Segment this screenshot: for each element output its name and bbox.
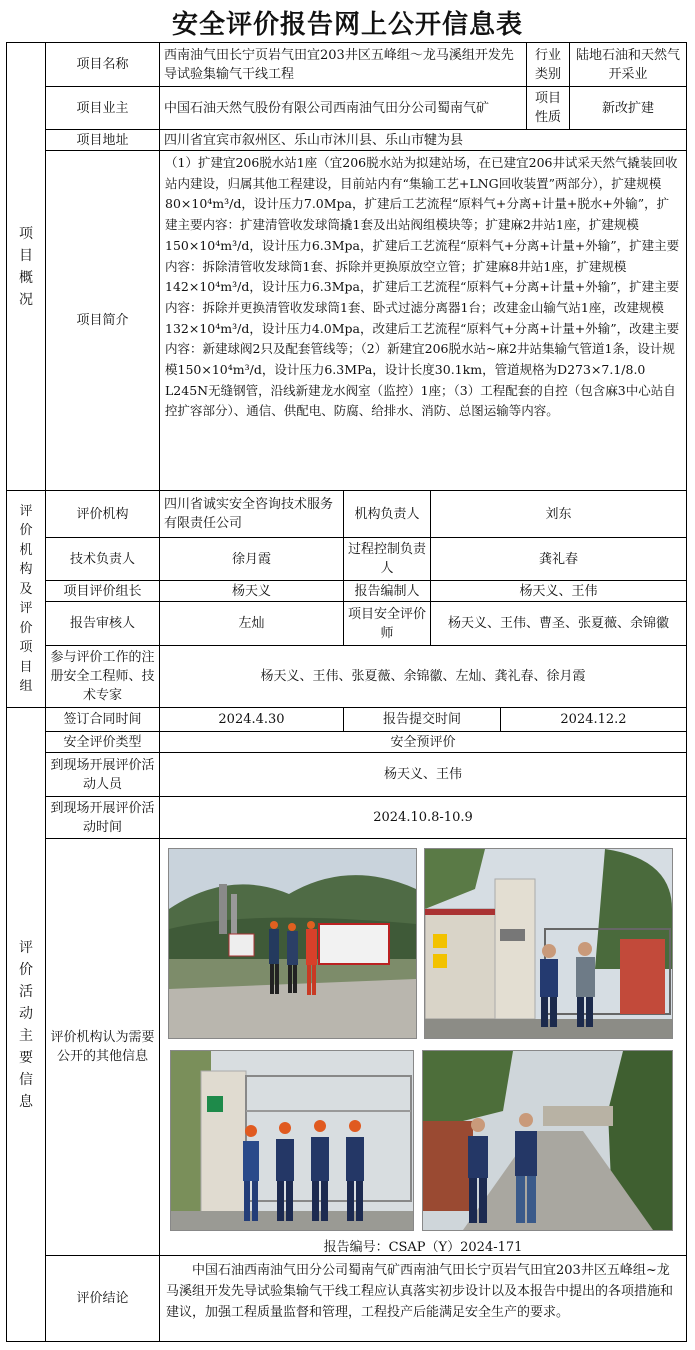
industry-label: 行业类别 — [526, 42, 570, 87]
site-photo-3 — [170, 1050, 414, 1231]
project-name-value: 西南油气田长宁页岩气田宜203井区五峰组～龙马溪组开发先导试验集输气干线工程 — [159, 42, 527, 87]
overview-section-label: 项 目 概 况 — [6, 42, 46, 491]
time-label: 到现场开展评价活动时间 — [45, 796, 160, 839]
staff-label: 到现场开展评价活动人员 — [45, 752, 160, 797]
conclusion-value: 中国石油西南油气田分公司蜀南气矿西南油气田长宁页岩气田宜203井区五峰组~龙马溪组开发先导试验集输气干线工程应认真落实初步设计以及本报告中提出的各项措施和建议，加强工程质量监督和管理，工程投产后能满足安全生产的要求。 — [159, 1255, 687, 1342]
submit-value: 2024.12.2 — [500, 707, 687, 732]
leader-value: 杨天义 — [159, 580, 344, 602]
report-number: 报告编号：CSAP（Y）2024-171 — [323, 1240, 523, 1255]
submit-label: 报告提交时间 — [343, 707, 501, 732]
evaluators-value: 杨天义、王伟、曹圣、张夏薇、余锦徽 — [430, 601, 687, 646]
activity-section-label: 评 价 活 动 主 要 信 息 — [6, 707, 46, 1342]
intro-label: 项目简介 — [45, 150, 160, 491]
process-value: 龚礼春 — [430, 537, 687, 581]
address-label: 项目地址 — [45, 129, 160, 151]
industry-value: 陆地石油和天然气开采业 — [569, 42, 687, 87]
other-info-label: 评价机构认为需要公开的其他信息 — [45, 838, 160, 1256]
tech-label: 技术负责人 — [45, 537, 160, 581]
owner-label: 项目业主 — [45, 86, 160, 130]
agency-section-label: 评 价 机 构 及 评 价 项 目 组 — [6, 490, 46, 708]
author-value: 杨天义、王伟 — [430, 580, 687, 602]
site-photo-4 — [422, 1050, 673, 1231]
nature-label: 项目性质 — [526, 86, 570, 130]
leader-label: 项目评价组长 — [45, 580, 160, 602]
conclusion-label: 评价结论 — [45, 1255, 160, 1342]
reviewer-value: 左灿 — [159, 601, 344, 646]
project-name-label: 项目名称 — [45, 42, 160, 87]
reviewer-label: 报告审核人 — [45, 601, 160, 646]
engineers-label: 参与评价工作的注册安全工程师、技术专家 — [45, 645, 160, 708]
contract-value: 2024.4.30 — [159, 707, 344, 732]
intro-value: （1）扩建宜206脱水站1座（宜206脱水站为拟建站场，在已建宜206井试采天然气撬装回收站内建设，归属其他工程建设，目前站内有“集输工艺+LNG回收装置”两部分），扩建规模80×10⁴m³/d，设计压力7.0Mpa，扩建后工艺流程“原料气+分离+计量+脱水+外输”，扩建主要内容：扩建清管收发球筒撬1套及出站阀组模块等；扩建麻2井站1座，扩建规模150×10⁴m³/d，设计压力6.3Mpa，扩建后工艺流程“原料气+分离+计量+外输”，扩建主要内容：拆除清管收发球筒1套、拆除并更换原放空立管；扩建麻8井站1座，扩建规模142×10⁴m³/d，设计压力6.3Mpa，扩建后工艺流程“原料气+分离+计量+外输”，扩建主要内容：拆除并更换清管收发球筒1套、卧式过滤分离器1台；改建金山输气站1座，改建规模132×10⁴m³/d，设计压力4.0Mpa，改建后工艺流程“原料气+分离+计量+外输”，改建主要内容：新建球阀2只及配套管线等；（2）新建宜206脱水站~麻2井站集输气管道1条，设计规模150×10⁴m³/d，设计压力6.3MPa，设计长度30.1km，管道规格为D273×7.1/8.0 L245N无缝钢管，沿线新建龙水阀室（监控）1座；（3）工程配套的自控（包含麻3中心站自控扩容部分）、通信、供配电、防腐、给排水、消防、总图运输等内容。 — [159, 150, 687, 491]
org-value: 四川省诚实安全咨询技术服务有限责任公司 — [159, 490, 344, 538]
staff-value: 杨天义、王伟 — [159, 752, 687, 797]
evaluators-label: 项目安全评价师 — [343, 601, 431, 646]
tech-value: 徐月霞 — [159, 537, 344, 581]
type-label: 安全评价类型 — [45, 731, 160, 753]
head-value: 刘东 — [430, 490, 687, 538]
time-value: 2024.10.8-10.9 — [159, 796, 687, 839]
contract-label: 签订合同时间 — [45, 707, 160, 732]
process-label: 过程控制负责人 — [343, 537, 431, 581]
address-value: 四川省宜宾市叙州区、乐山市沐川县、乐山市犍为县 — [159, 129, 687, 151]
type-value: 安全预评价 — [159, 731, 687, 753]
site-photo-1 — [168, 848, 417, 1039]
owner-value: 中国石油天然气股份有限公司西南油气田分公司蜀南气矿 — [159, 86, 527, 130]
site-photo-2 — [424, 848, 673, 1039]
org-label: 评价机构 — [45, 490, 160, 538]
page-title: 安全评价报告网上公开信息表 — [171, 10, 523, 40]
author-label: 报告编制人 — [343, 580, 431, 602]
nature-value: 新改扩建 — [569, 86, 687, 130]
engineers-value: 杨天义、王伟、张夏薇、余锦徽、左灿、龚礼春、徐月霞 — [159, 645, 687, 708]
head-label: 机构负责人 — [343, 490, 431, 538]
